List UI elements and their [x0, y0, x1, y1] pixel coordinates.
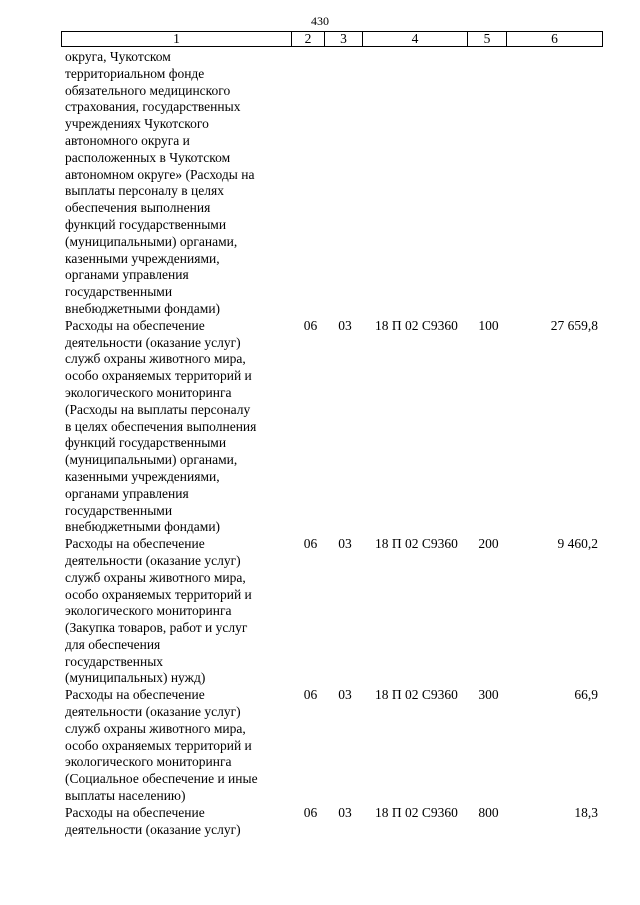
table-header [61, 31, 603, 47]
target-article-code: 18 П 02 С9360 [375, 687, 458, 703]
page-number: 430 [311, 14, 329, 28]
row-description [61, 318, 291, 536]
description-line: Расходы на обеспечение [65, 804, 205, 820]
description-line: расположенных в Чукотском [65, 149, 231, 165]
row-description [61, 805, 291, 839]
description-line: обеспечения выполнения [65, 200, 211, 216]
column-header-2: 2 [292, 32, 325, 46]
description-line: автономного округа и [65, 132, 190, 148]
column-header-3: 3 [325, 32, 363, 46]
description-line: особо охраняемых территорий и [65, 368, 252, 384]
table-row [61, 805, 603, 839]
description-line: выплаты населению) [65, 788, 186, 804]
description-line: деятельности (оказание услуг) [65, 334, 241, 350]
column-header-1: 1 [62, 32, 292, 46]
description-line: (муниципальными) органами, [65, 233, 238, 249]
description-line: округа, Чукотском [65, 49, 171, 64]
description-line: для обеспечения [65, 636, 161, 652]
table-row [61, 687, 603, 805]
description-line: служб охраны животного мира, [65, 351, 246, 367]
description-line: государственными [65, 502, 173, 518]
description-line: страхования, государственных [65, 99, 241, 115]
section-code: 06 [303, 804, 318, 820]
expense-type-code [467, 49, 506, 318]
description-line: казенными учреждениями, [65, 468, 220, 484]
description-line: функций государственными [65, 435, 227, 451]
amount [506, 49, 603, 318]
description-line: автономном округе» (Расходы на [65, 166, 255, 182]
section-code: 06 [303, 687, 318, 703]
subsection-code: 03 [338, 536, 352, 552]
description-line: деятельности (оказание услуг) [65, 821, 241, 837]
table-row [61, 318, 603, 536]
description-line: особо охраняемых территорий и [65, 586, 252, 602]
description-line: служб охраны животного мира, [65, 720, 246, 736]
description-line: экологического мониторинга [65, 754, 232, 770]
description-line: внебюджетными фондами) [65, 300, 221, 316]
expense-type-code: 300 [478, 687, 499, 703]
description-line: внебюджетными фондами) [65, 519, 221, 535]
row-description [61, 687, 291, 805]
description-line: (муниципальными) органами, [65, 452, 238, 468]
target-article-code: 18 П 02 С9360 [375, 317, 458, 333]
description-line: обязательного медицинского [65, 82, 231, 98]
column-header-4: 4 [363, 32, 468, 46]
subsection-code [324, 49, 362, 318]
subsection-code: 03 [338, 317, 352, 333]
description-line: деятельности (оказание услуг) [65, 704, 241, 720]
description-line: (Социальное обеспечение и иные [65, 771, 258, 787]
description-line: государственными [65, 284, 173, 300]
description-line: (Расходы на выплаты персоналу [65, 401, 251, 417]
amount: 9 460,2 [557, 536, 598, 552]
section-code: 06 [303, 536, 318, 552]
expense-type-code: 100 [478, 317, 499, 333]
description-line: Расходы на обеспечение [65, 536, 205, 552]
description-line: органами управления [65, 485, 189, 501]
target-article-code: 18 П 02 С9360 [375, 536, 458, 552]
table-body [61, 49, 603, 838]
description-line: (муниципальных) нужд) [65, 670, 206, 686]
target-article-code [362, 49, 467, 318]
description-line: в целях обеспечения выполнения [65, 418, 257, 434]
table-row [61, 536, 603, 687]
description-line: государственных [65, 653, 164, 669]
description-line: служб охраны животного мира, [65, 569, 246, 585]
column-header-6: 6 [551, 31, 558, 46]
row-description [61, 536, 291, 687]
description-line: выплаты персоналу в целях [65, 183, 224, 199]
description-line: (Закупка товаров, работ и услуг [65, 620, 248, 636]
row-description [61, 49, 291, 318]
amount: 18,3 [574, 804, 598, 820]
amount: 27 659,8 [550, 317, 598, 333]
subsection-code: 03 [338, 687, 352, 703]
subsection-code: 03 [338, 804, 352, 820]
target-article-code: 18 П 02 С9360 [375, 804, 458, 820]
amount: 66,9 [574, 687, 598, 703]
section-code [291, 49, 324, 318]
description-line: органами управления [65, 267, 189, 283]
description-line: казенными учреждениями, [65, 250, 220, 266]
description-line: функций государственными [65, 216, 227, 232]
section-code: 06 [303, 317, 318, 333]
description-line: особо охраняемых территорий и [65, 737, 252, 753]
table-row [61, 49, 603, 318]
column-header-5: 5 [468, 32, 507, 46]
description-line: Расходы на обеспечение [65, 317, 205, 333]
description-line: экологического мониторинга [65, 603, 232, 619]
description-line: территориальном фонде [65, 65, 205, 81]
description-line: деятельности (оказание услуг) [65, 552, 241, 568]
description-line: учреждениях Чукотского [65, 116, 209, 132]
expense-type-code: 800 [478, 804, 499, 820]
expense-type-code: 200 [478, 536, 499, 552]
description-line: Расходы на обеспечение [65, 687, 205, 703]
description-line: экологического мониторинга [65, 384, 232, 400]
